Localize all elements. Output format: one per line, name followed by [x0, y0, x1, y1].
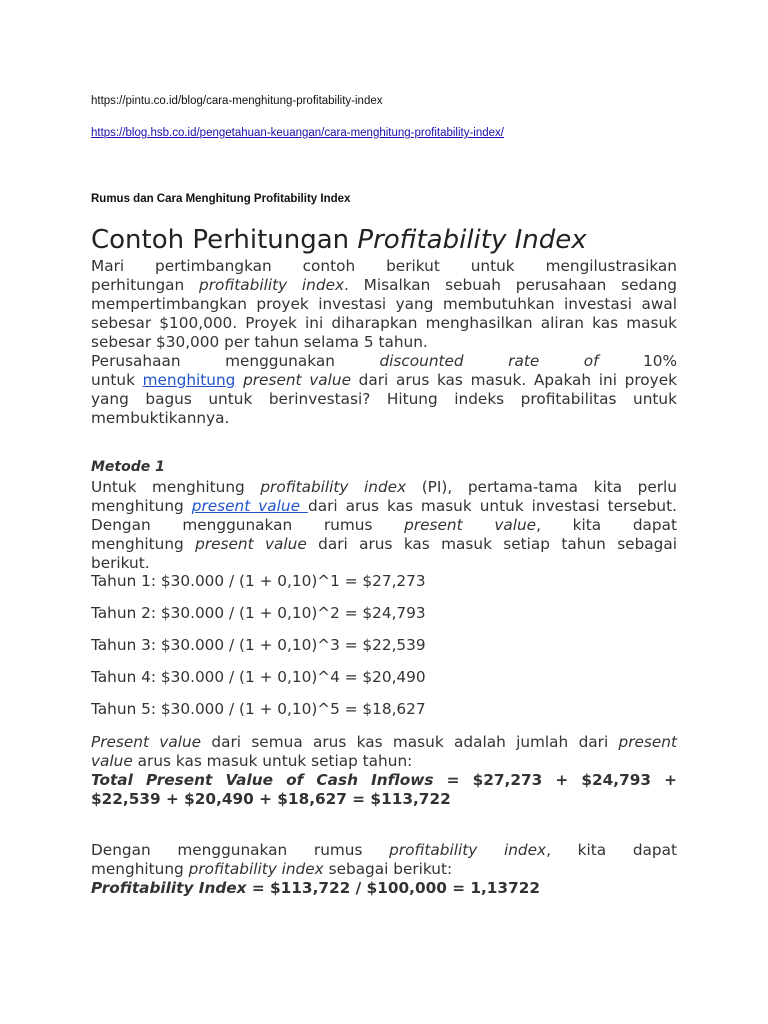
pi-paragraph — [91, 841, 677, 898]
text-line: menghitung present value dari arus kas masuk setiap tahun sebagai — [91, 535, 678, 553]
year-row: Tahun 2: $30.000 / (1 + 0,10)^2 = $24,793 — [91, 604, 426, 622]
link-menghitung[interactable]: menghitung — [142, 371, 236, 389]
year-row: Tahun 5: $30.000 / (1 + 0,10)^5 = $18,627 — [91, 700, 426, 718]
text-line: Untuk menghitung profitability index (PI), pertama-tama kita perlu — [91, 478, 678, 496]
page-title — [91, 222, 587, 258]
text-line: $22,539 + $20,490 + $18,627 = $113,722 — [91, 790, 451, 808]
title-italic: Profitability Index — [357, 225, 587, 255]
source-link-hsb[interactable]: https://blog.hsb.co.id/pengetahuan-keuangan/cara-menghitung-profitability-index/ — [91, 127, 504, 139]
text-line: Perusahaan menggunakan discounted rate of 10% — [91, 352, 677, 370]
total-paragraph — [91, 733, 677, 809]
text-line: sebesar $30,000 per tahun selama 5 tahun. — [91, 333, 428, 351]
text-line: mempertimbangkan proyek investasi yang membutuhkan investasi awal — [91, 295, 677, 313]
text-line: Mari pertimbangkan contoh berikut untuk mengilustrasikan — [91, 257, 677, 275]
text-line: value arus kas masuk untuk setiap tahun: — [91, 752, 413, 770]
text-line: Dengan menggunakan rumus profitability index, kita dapat — [91, 841, 677, 859]
text-line: membuktikannya. — [91, 409, 230, 427]
year-row: Tahun 4: $30.000 / (1 + 0,10)^4 = $20,490 — [91, 668, 426, 686]
link-present-value[interactable]: present value — [191, 497, 309, 515]
year-row: Tahun 1: $30.000 / (1 + 0,10)^1 = $27,273 — [91, 572, 426, 590]
text-line: untuk menghitung present value dari arus kas masuk. Apakah ini proyek — [91, 371, 677, 389]
text-line: menghitung present value dari arus kas masuk untuk investasi tersebut. — [91, 497, 677, 515]
text-line: perhitungan profitability index. Misalkan sebuah perusahaan sedang — [91, 276, 677, 294]
text-line: sebesar $100,000. Proyek ini diharapkan menghasilkan aliran kas masuk — [91, 314, 677, 332]
year-row: Tahun 3: $30.000 / (1 + 0,10)^3 = $22,539 — [91, 636, 426, 654]
text-line: Total Present Value of Cash Inflows = $27,273 + $24,793 + — [91, 771, 677, 789]
text-line: berikut. — [91, 554, 150, 572]
intro-paragraph — [91, 257, 677, 428]
text-line: Dengan menggunakan rumus present value, kita dapat — [91, 516, 677, 534]
small-heading: Rumus dan Cara Menghitung Profitability Index — [91, 193, 351, 205]
method-label: Metode 1 — [91, 459, 165, 475]
method-paragraph — [91, 478, 677, 573]
title-plain: Contoh Perhitungan — [91, 225, 358, 255]
text-line: yang bagus untuk berinvestasi? Hitung indeks profitabilitas untuk — [91, 390, 677, 408]
text-line: Present value dari semua arus kas masuk adalah jumlah dari present — [91, 733, 677, 751]
source-url-pintu: https://pintu.co.id/blog/cara-menghitung-profitability-index — [91, 95, 383, 107]
text-line: Profitability Index = $113,722 / $100,000 = 1,13722 — [91, 879, 541, 897]
text-line: menghitung profitability index sebagai berikut: — [91, 860, 453, 878]
